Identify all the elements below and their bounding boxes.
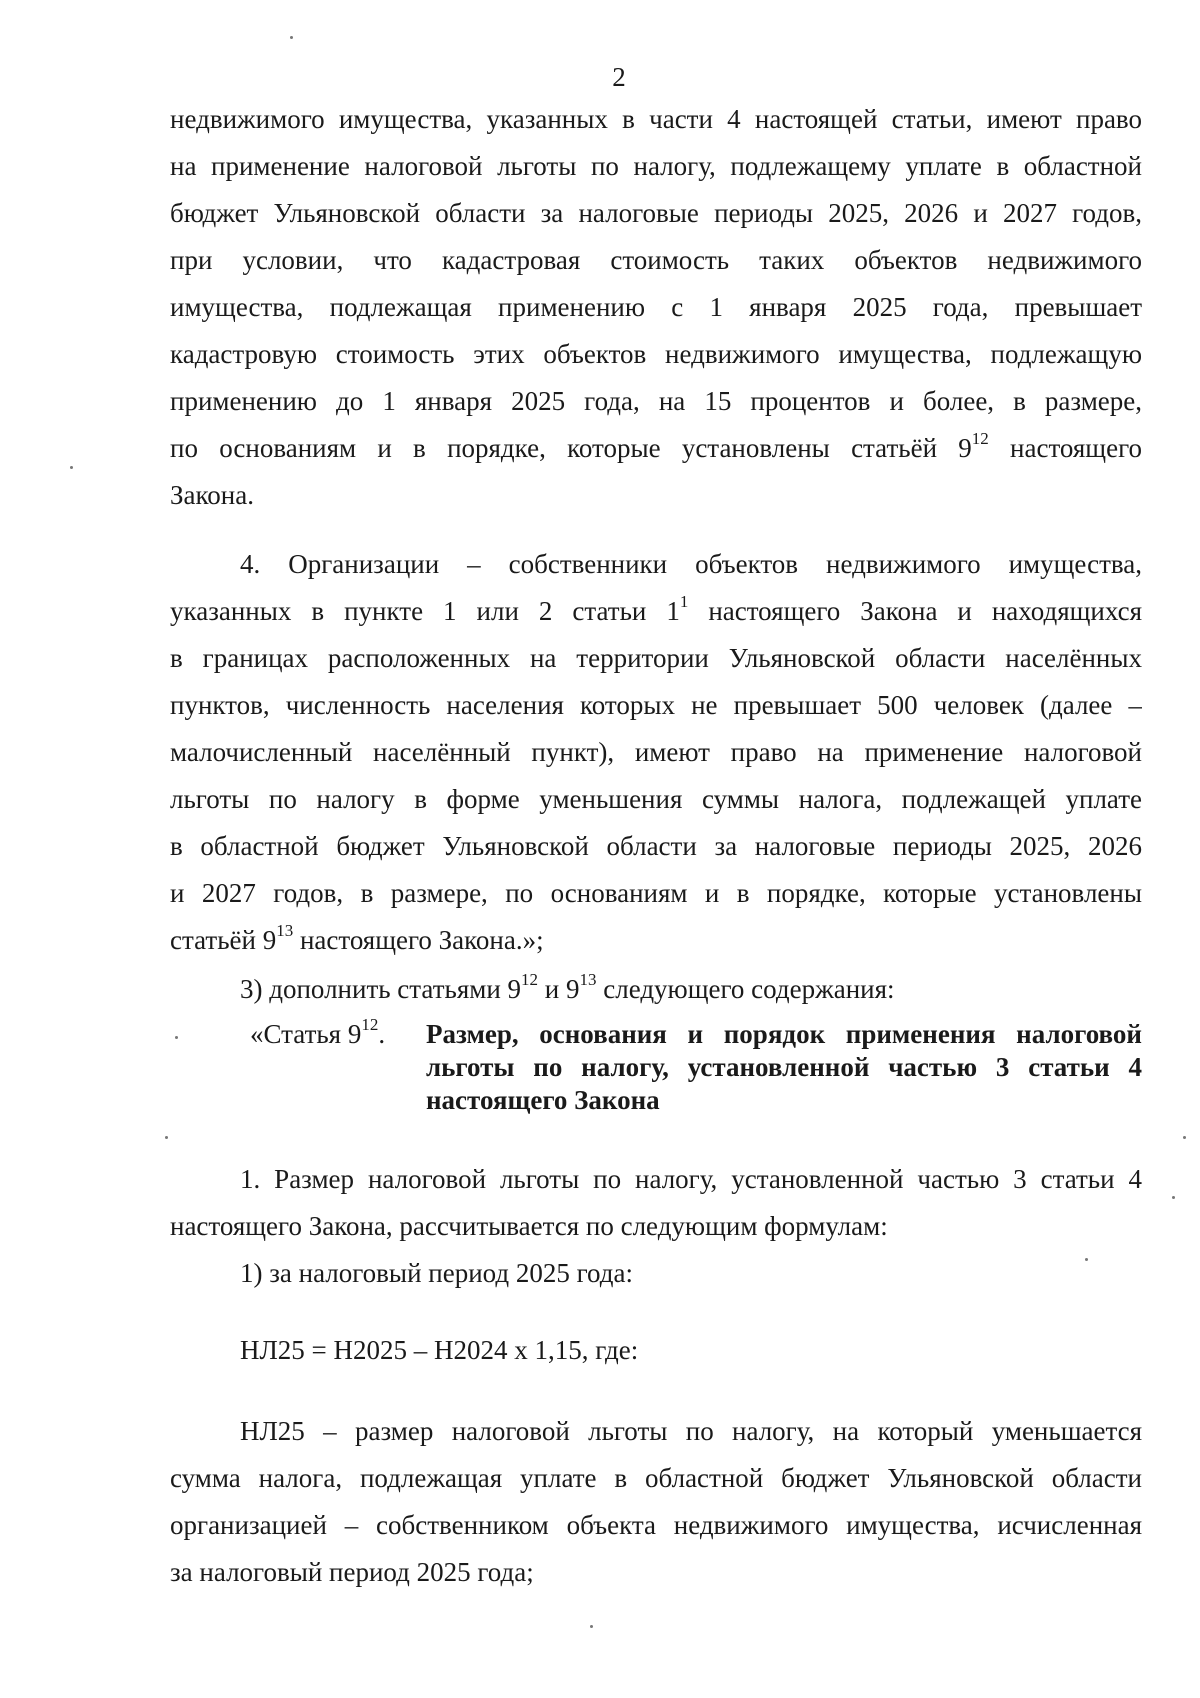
article-title-line: льготы по налогу, установленной частью 3 статьи 4 [426, 1052, 1142, 1082]
paragraph-4 [170, 541, 1142, 964]
paragraph-continuation [170, 96, 1142, 519]
scan-speck [1172, 1196, 1175, 1199]
superscript: 12 [521, 970, 539, 989]
formula [240, 1327, 1142, 1374]
article-title-line: настоящего Закона [426, 1085, 660, 1115]
subpoint-1 [240, 1250, 1142, 1297]
text-fragment: статьёй 9 [170, 925, 277, 955]
text-line: 1. Размер налоговой льготы по налогу, установленной частью 3 статьи 4 [240, 1164, 1142, 1194]
text-line: за налоговый период 2025 года; [170, 1557, 534, 1587]
text-line: кадастровую стоимость этих объектов недвижимого имущества, подлежащую [170, 339, 1142, 369]
text-line: на применение налоговой льготы по налогу, подлежащему уплате в областной [170, 151, 1142, 181]
text-fragment: «Статья 9 [250, 1019, 362, 1049]
text-line: при условии, что кадастровая стоимость таких объектов недвижимого [170, 245, 1142, 275]
superscript: 13 [276, 921, 294, 940]
text-line: 1) за налоговый период 2025 года: [240, 1258, 633, 1288]
scan-speck [290, 36, 293, 39]
text-line: в областной бюджет Ульяновской области за налоговые периоды 2025, 2026 [170, 831, 1142, 861]
text-line: бюджет Ульяновской области за налоговые периоды 2025, 2026 и 2027 годов, [170, 198, 1142, 228]
text-line: организацией – собственником объекта недвижимого имущества, исчисленная [170, 1510, 1142, 1540]
superscript: 12 [361, 1015, 379, 1034]
superscript: 13 [579, 970, 597, 989]
text-line: применению до 1 января 2025 года, на 15 процентов и более, в размере, [170, 386, 1142, 416]
text-line-with-superscript [170, 917, 1142, 964]
text-fragment: настоящего Закона.»; [293, 925, 544, 955]
scan-speck [590, 1625, 593, 1628]
text-fragment: указанных в пункте 1 или 2 статьи 1 [170, 596, 680, 626]
item-3 [240, 966, 1142, 1013]
superscript: 12 [971, 429, 989, 448]
text-line: 4. Организации – собственники объектов недвижимого имущества, [240, 549, 1142, 579]
text-line: пунктов, численность населения которых не превышает 500 человек (далее – [170, 690, 1142, 720]
superscript: 1 [679, 592, 689, 611]
scan-speck [70, 466, 73, 469]
article-title [426, 1018, 1142, 1117]
text-line: льготы по налогу в форме уменьшения суммы налога, подлежащей уплате [170, 784, 1142, 814]
article-label [250, 1015, 386, 1051]
page-number: 2 [612, 62, 626, 92]
text-line: малочисленный населённый пункт), имеют право на применение налоговой [170, 737, 1142, 767]
text-fragment: 3) дополнить статьями 9 [240, 974, 522, 1004]
formula-text: НЛ25 = Н2025 – Н2024 х 1,15, где: [240, 1335, 639, 1365]
text-line: имущества, подлежащая применению с 1 января 2025 года, превышает [170, 292, 1142, 322]
text-line: НЛ25 – размер налоговой льготы по налогу, на который уменьшается [240, 1416, 1142, 1446]
text-fragment: . [378, 1019, 386, 1049]
text-line: и 2027 годов, в размере, по основаниям и в порядке, которые установлены [170, 878, 1142, 908]
scan-speck [1085, 1258, 1088, 1261]
text-line-with-superscript [240, 966, 1142, 1013]
text-fragment: по основаниям и в порядке, которые установлены статьёй 9 [170, 433, 972, 463]
scan-speck [175, 1036, 178, 1039]
text-line: настоящего Закона, рассчитывается по следующим формулам: [170, 1211, 888, 1241]
text-line-with-superscript [170, 588, 1142, 635]
text-fragment: настоящего [988, 433, 1142, 463]
text-fragment: и 9 [538, 974, 580, 1004]
point-1 [170, 1156, 1142, 1250]
text-line: в границах расположенных на территории Ульяновской области населённых [170, 643, 1142, 673]
definition [170, 1408, 1142, 1596]
scan-speck [1183, 1136, 1186, 1139]
text-line: недвижимого имущества, указанных в части 4 настоящей статьи, имеют право [170, 104, 1142, 134]
article-title-line: Размер, основания и порядок применения налоговой [426, 1019, 1142, 1049]
text-line: сумма налога, подлежащая уплате в областной бюджет Ульяновской области [170, 1463, 1142, 1493]
text-fragment: настоящего Закона и находящихся [688, 596, 1142, 626]
scan-speck [165, 1136, 168, 1139]
text-line-with-superscript [170, 425, 1142, 472]
text-line: Закона. [170, 480, 254, 510]
text-fragment: следующего содержания: [596, 974, 895, 1004]
